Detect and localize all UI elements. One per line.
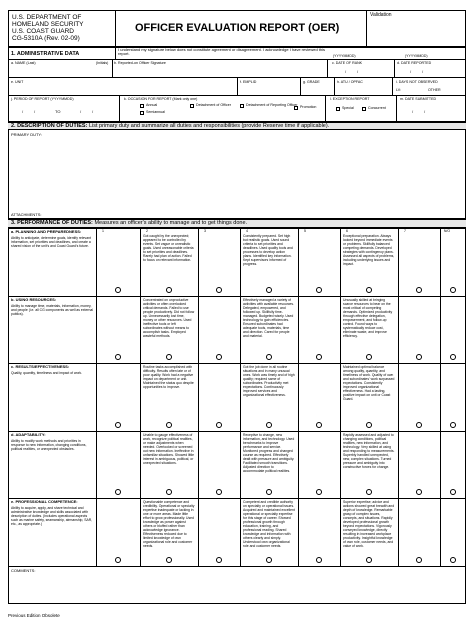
primary-duty-field[interactable] bbox=[11, 138, 461, 208]
column-divider bbox=[298, 296, 299, 364]
rating-circle[interactable] bbox=[115, 354, 121, 360]
not-observed-circle[interactable] bbox=[450, 557, 456, 563]
criterion-text: Ability to manage time, materials, information, money, and people (i.e. all CG components as well as external publics). bbox=[11, 303, 93, 316]
standard-high-text: Unusually skilled at bringing scarce resources to bear on the most critical of competing demands. Optimized productivity through effective delegation, empowerment, and follow-up control. Found ways to systematically reduce cost, eliminate waste, and improve efficiency. bbox=[343, 297, 393, 338]
standard-mid-text: Consistently prepared. Set high but realistic goals. Used sound criteria to set priorities and deadlines. Used quality tools and processes to develop action plans. Identified key information. Kept supervisors informed of progress. bbox=[243, 234, 293, 266]
days-not-observed-label: i. DAYS NOT OBSERVED bbox=[396, 80, 438, 84]
scale-number: 3 bbox=[204, 229, 206, 233]
atu-label: h. ATU / OPFAC bbox=[337, 80, 363, 84]
standard-high-text: Rapidly assessed and adjusted to changing conditions, political realities, new information, and technology. Very skilled at using and responding to measurements. Superbly handled unexpected, new, complex situations. Turned pressure and ambiguity into constructive forces for change. bbox=[343, 432, 395, 469]
other-label: OTHER bbox=[428, 88, 441, 92]
duties-header bbox=[8, 122, 466, 130]
rating-circle[interactable] bbox=[115, 422, 121, 428]
column-divider bbox=[96, 228, 97, 296]
rating-circle[interactable] bbox=[266, 422, 272, 428]
scale-number: 5 bbox=[304, 229, 306, 233]
detachment-officer-option: Detachment of Officer bbox=[196, 103, 231, 107]
promotion-option: Promotion bbox=[300, 105, 317, 109]
name-field[interactable] bbox=[11, 67, 111, 73]
detachment-officer-checkbox[interactable] bbox=[190, 104, 194, 108]
column-divider bbox=[440, 296, 441, 364]
column-divider bbox=[398, 431, 399, 499]
column-divider bbox=[398, 363, 399, 431]
criterion-text: Quality, quantity, timeliness and impact of work. bbox=[11, 371, 83, 375]
not-observed-circle[interactable] bbox=[450, 422, 456, 428]
performance-header bbox=[8, 219, 466, 228]
date-separator: / bbox=[424, 109, 426, 114]
column-divider bbox=[440, 228, 441, 296]
comments-label: COMMENTS: bbox=[11, 568, 36, 573]
column-divider bbox=[398, 296, 399, 364]
date-reported-field[interactable]: / bbox=[410, 69, 412, 74]
rating-circle[interactable] bbox=[115, 489, 121, 495]
concurrent-checkbox[interactable] bbox=[362, 107, 366, 111]
detachment-reporting-option: Detachment of Reporting Officer bbox=[246, 103, 298, 107]
period-from-field[interactable]: / bbox=[22, 109, 24, 114]
scale-number: 4 bbox=[246, 229, 248, 233]
standard-mid-text: Receptive to change, new information, and technology. Used benchmarks to improve performance and service. Monitored progress and changed course as required. Effectively dealt with pressure and ambiguity. Facilitated smooth transitions. Adjusted direction to accommodate political realities. bbox=[243, 432, 295, 473]
rating-circle[interactable] bbox=[216, 287, 222, 293]
attachments-label: ATTACHMENTS: bbox=[11, 212, 42, 217]
rating-circle[interactable] bbox=[366, 354, 372, 360]
standard-mid-text: Got the job done in all routine situations and in many unusual ones. Work was timely and of high quality; required same of subordinates. Productivity met expectations. Continuously improved services and organizational effectiveness. bbox=[243, 365, 295, 397]
standard-low-text: Questionable competence and credibility. Operational or specialty expertise inadequate or lacking in one or more areas. Made little effort to grow professionally. Used knowledge as power against others or bluffed rather than acknowledge ignorance. Effectiveness reduced due to limited knowledge of own organizational role and customer needs. bbox=[143, 500, 195, 548]
rating-circle[interactable] bbox=[316, 422, 322, 428]
rating-circle[interactable] bbox=[166, 354, 172, 360]
rating-circle[interactable] bbox=[316, 489, 322, 495]
criterion-description bbox=[9, 230, 95, 294]
standard-low-text: Concentrated on unproductive activities or often overlooked critical demands. Failed to use people productively. Did not follow up. Unnecessarily lost time, money or other resources. Used ineffective tools or left subordinates without means to accomplish tasks. Employed wasteful methods. bbox=[143, 297, 195, 338]
date-separator: / bbox=[34, 109, 36, 114]
rating-circle[interactable] bbox=[416, 557, 422, 563]
detachment-reporting-checkbox[interactable] bbox=[240, 104, 244, 108]
annual-checkbox[interactable] bbox=[140, 104, 144, 108]
performance-section-title: 3. PERFORMANCE OF DUTIES: bbox=[11, 220, 93, 226]
admin-section-title: 1. ADMINISTRATIVE DATA bbox=[11, 51, 80, 57]
rating-circle[interactable] bbox=[416, 287, 422, 293]
column-divider bbox=[440, 363, 441, 431]
standard-high-text: Maintained optimal balance among quality, quantity, and timeliness of work. Quality of own and subordinates' work surpassed expectations. Consistently improved organizational effectiveness. Had a lasting, positive impact on unit or Coast Guard. bbox=[343, 365, 395, 401]
date-submitted-label: m. DATE SUBMITTED bbox=[400, 97, 437, 101]
column-divider bbox=[398, 498, 399, 566]
unit-label: e. UNIT bbox=[11, 80, 24, 84]
criterion-description bbox=[9, 298, 95, 362]
scale-number: N/O bbox=[443, 229, 451, 233]
scale-number: 2 bbox=[146, 229, 148, 233]
scale-number: 1 bbox=[102, 229, 104, 233]
agency-line-2: HOMELAND SECURITY bbox=[12, 21, 84, 28]
standard-high-text: Exceptional preparation. Always looked beyond immediate events or problems. Skillfully balanced competing demands. Developed strategies with contingency plans. Assessed all aspects of problems, including underlying issues and impact. bbox=[343, 234, 395, 266]
emplid-label: f. EMPLID bbox=[240, 80, 257, 84]
rating-circle[interactable] bbox=[366, 489, 372, 495]
concurrent-option: Concurrent bbox=[368, 106, 386, 110]
exception-label: l. EXCEPTION REPORT bbox=[330, 97, 370, 101]
column-divider bbox=[298, 228, 299, 296]
rating-circle[interactable] bbox=[366, 422, 372, 428]
standard-mid-text: Effectively managed a variety of activities with available resources. Delegated, empowered, and followed up. Skillfully time-managed. Budgeted wisely. Used technology to gain efficiencies. Ensured subordinates had adequate tools, materials, time and direction. Cared for people and material. bbox=[243, 297, 295, 338]
column-divider bbox=[440, 498, 441, 566]
acknowledgement-text: I understand my signature below does not constitute agreement or disagreement. I acknowledge I have reviewed this report. bbox=[118, 47, 326, 56]
rating-circle[interactable] bbox=[316, 287, 322, 293]
column-divider bbox=[198, 296, 199, 364]
rating-circle[interactable] bbox=[166, 422, 172, 428]
standard-mid-text: Competent and credible authority on specialty or operational issues. Acquired and maintained excellent operational or specialty expertise for this stage of career. Showed professional growth through education, training, and professional reading. Shared knowledge and information with others clearly and simply. Understood own organizational role and customer needs. bbox=[243, 500, 295, 548]
rating-circle[interactable] bbox=[266, 489, 272, 495]
column-divider bbox=[198, 228, 199, 296]
date-of-rank-label: c. DATE OF RANK bbox=[332, 61, 363, 65]
comments-field[interactable] bbox=[11, 574, 461, 600]
primary-duty-label: PRIMARY DUTY: bbox=[11, 132, 42, 137]
semiannual-option: Semiannual bbox=[146, 110, 165, 114]
criterion-title: e. PROFESSIONAL COMPETENCE: bbox=[11, 500, 78, 504]
column-divider bbox=[96, 498, 97, 566]
date-separator: / bbox=[422, 69, 424, 74]
criterion-title: d. ADAPTABILITY: bbox=[11, 432, 46, 437]
form-number: CG-5310A (Rev. 02-09) bbox=[12, 35, 80, 42]
criterion-text: Ability to anticipate, determine goals, identify relevant information, set priorities and deadlines, and create a shared vision of the unit's and Coast Guard's future. bbox=[11, 236, 91, 248]
criterion-description bbox=[9, 433, 95, 497]
column-divider bbox=[96, 363, 97, 431]
criterion-description bbox=[9, 365, 95, 429]
rating-circle[interactable] bbox=[115, 557, 121, 563]
period-label: j. PERIOD OF REPORT (YYYYMMDD) bbox=[11, 97, 74, 101]
rating-circle[interactable] bbox=[366, 287, 372, 293]
promotion-checkbox[interactable] bbox=[294, 106, 298, 110]
rating-circle[interactable] bbox=[115, 287, 121, 293]
rating-circle[interactable] bbox=[266, 287, 272, 293]
column-divider bbox=[96, 296, 97, 364]
column-divider bbox=[398, 228, 399, 296]
not-observed-circle[interactable] bbox=[450, 354, 456, 360]
rating-circle[interactable] bbox=[166, 287, 172, 293]
rating-circle[interactable] bbox=[216, 422, 222, 428]
date-separator: / bbox=[92, 109, 94, 114]
occasion-label: k. OCCASION FOR REPORT (Mark only one) bbox=[124, 97, 198, 101]
rating-circle[interactable] bbox=[416, 422, 422, 428]
column-divider bbox=[198, 363, 199, 431]
rating-circle[interactable] bbox=[266, 557, 272, 563]
standard-low-text: Routine tasks accomplished with difficulty. Results often late or of poor quality. Work had a negative impact on department or unit. Maintained the status quo despite opportunities to improve. bbox=[143, 365, 194, 389]
semiannual-checkbox[interactable] bbox=[140, 111, 144, 115]
column-divider bbox=[198, 498, 199, 566]
special-option: Special bbox=[342, 106, 354, 110]
performance-section-subtitle: Measures an officer's ability to manage and to get things done. bbox=[94, 220, 248, 226]
not-observed-circle[interactable] bbox=[450, 287, 456, 293]
agency-line-1: U.S. DEPARTMENT OF bbox=[12, 14, 82, 21]
criterion-description bbox=[9, 500, 95, 564]
column-divider bbox=[298, 431, 299, 499]
criterion-text: Ability to modify work methods and priorities in response to new information, changing conditions, political realities, or unexpected obstacles. bbox=[11, 438, 87, 451]
rating-circle[interactable] bbox=[266, 354, 272, 360]
rating-circle[interactable] bbox=[166, 557, 172, 563]
standard-high-text: Superior expertise; advice and actions showed great breadth and depth of knowledge. Remarkable grasp of complex issues, concepts, and situations. Rapidly developed professional growth beyond expectations. Vigorously conveyed knowledge, directly resulting in increased workplace productivity. Insightful knowledge of own role, customer needs, and value of work. bbox=[343, 500, 395, 548]
duties-section-subtitle: List primary duty and summarize all duties and responsibilities (provide Reserve time if applicable). bbox=[88, 123, 330, 129]
footer-note: Previous Edition Obsolete bbox=[8, 613, 60, 618]
standard-low-text: Got caught by the unexpected; appeared to be controlled by events. Set vague or unrealistic goals. Used unreasonable criteria to set priorities and deadlines. Rarely had plan of action. Failed to focus on relevant information. bbox=[143, 234, 194, 262]
standard-low-text: Unable to gauge effectiveness of work, recognize political realities, or make adjustments when needed. Overlooked or screened out new information. Ineffective in unfamiliar situations. Showed little interest in ambiguous, political, or unexpected situations. bbox=[143, 432, 195, 465]
date-separator: / bbox=[357, 69, 359, 74]
rating-circle[interactable] bbox=[216, 489, 222, 495]
column-divider bbox=[96, 431, 97, 499]
name-label: a. NAME (Last) bbox=[11, 61, 36, 65]
criterion-title: c. RESULTS/EFFECTIVENESS: bbox=[11, 365, 70, 369]
rating-circle[interactable] bbox=[166, 489, 172, 495]
rating-circle[interactable] bbox=[316, 557, 322, 563]
scale-number: 6 bbox=[346, 229, 348, 233]
rating-circle[interactable] bbox=[316, 354, 322, 360]
column-divider bbox=[298, 363, 299, 431]
grade-label: g. GRADE bbox=[303, 80, 320, 84]
to-label: TO bbox=[55, 109, 61, 114]
date-format-label: (YYYYMMDD) bbox=[405, 54, 428, 58]
page-title: OFFICER EVALUATION REPORT (OER) bbox=[135, 22, 340, 34]
criterion-text: Ability to acquire, apply, and share technical and administrative knowledge and skills associated with description of duties. (Includes operational aspects such as marine safety, seamanship, airmanship, SAR, etc., as appropriate.) bbox=[11, 506, 93, 526]
criterion-title: a. PLANNING AND PREPAREDNESS: bbox=[11, 230, 82, 234]
validation-label: Validation bbox=[370, 12, 392, 18]
column-divider bbox=[440, 431, 441, 499]
initials-label: (Initials) bbox=[96, 61, 109, 65]
lv-label: LV: bbox=[396, 88, 401, 92]
column-divider bbox=[298, 498, 299, 566]
column-divider bbox=[198, 431, 199, 499]
duties-section-title: 2. DESCRIPTION OF DUTIES: bbox=[11, 123, 88, 129]
annual-option: Annual bbox=[146, 103, 158, 107]
reported-on-signature-label: b. Reported-on Officer Signature bbox=[114, 61, 166, 65]
rating-circle[interactable] bbox=[416, 489, 422, 495]
reported-on-signature-field[interactable] bbox=[114, 67, 324, 73]
rating-circle[interactable] bbox=[216, 557, 222, 563]
date-submitted-field[interactable]: / bbox=[412, 109, 414, 114]
rating-circle[interactable] bbox=[366, 557, 372, 563]
date-format-label: (YYYYMMDD) bbox=[333, 54, 356, 58]
rating-circle[interactable] bbox=[416, 354, 422, 360]
criterion-title: b. USING RESOURCES: bbox=[11, 297, 57, 302]
date-of-rank-field[interactable]: / bbox=[345, 69, 347, 74]
scale-number: 7 bbox=[404, 229, 406, 233]
rating-circle[interactable] bbox=[216, 354, 222, 360]
period-to-field[interactable]: / bbox=[80, 109, 82, 114]
special-checkbox[interactable] bbox=[336, 107, 340, 111]
date-reported-label: d. DATE REPORTED bbox=[397, 61, 432, 65]
agency-line-3: U.S. COAST GUARD bbox=[12, 28, 75, 35]
not-observed-circle[interactable] bbox=[450, 489, 456, 495]
